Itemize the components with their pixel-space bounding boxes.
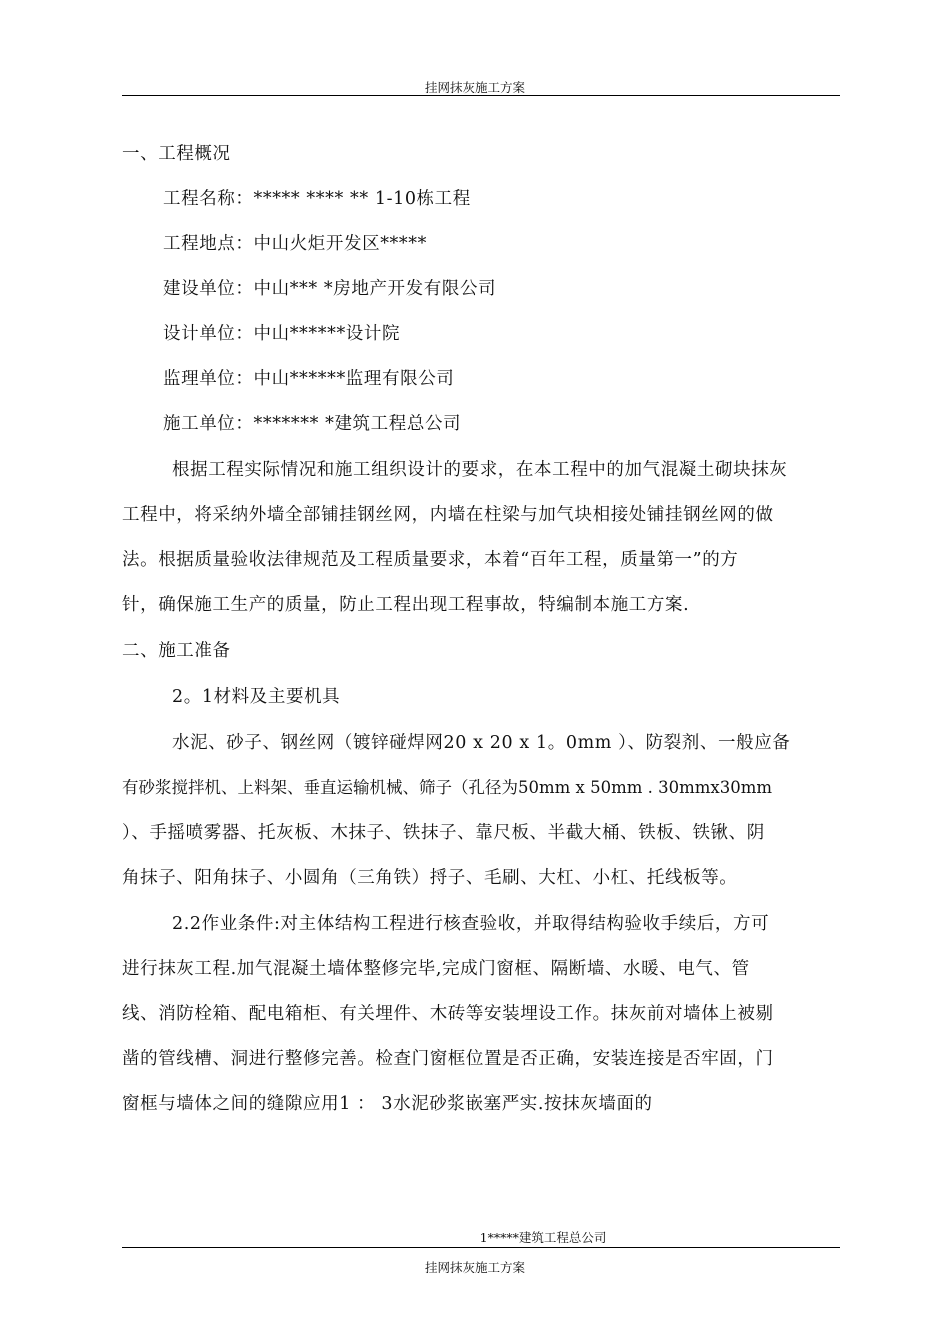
materials-line: 有砂浆搅拌机、上料架、垂直运输机械、筛子（孔径为50mm x 50mm . 30mmx30mm [122, 778, 772, 797]
conditions-line: 2.2作业条件:对主体结构工程进行核查验收，并取得结构验收手续后，方可 [172, 914, 770, 934]
paragraph-line: 法。根据质量验收法律规范及工程质量要求，本着“百年工程，质量第一”的方 [122, 550, 739, 570]
paragraph-line: 工程中，将采纳外墙全部铺挂钢丝网，内墙在柱梁与加气块相接处铺挂钢丝网的做 [122, 505, 774, 525]
materials-line: ）、手摇喷雾器、托灰板、木抹子、铁抹子、靠尺板、半截大桶、铁板、铁锹、阴 [122, 823, 765, 843]
conditions-line: 凿的管线槽、洞进行整修完善。检查门窗框位置是否正确，安装连接是否牢固，门 [122, 1049, 774, 1069]
project-location: 工程地点：中山火炬开发区***** [163, 234, 427, 254]
construction-unit: 建设单位：中山*** *房地产开发有限公司 [163, 279, 497, 299]
materials-line: 角抹子、阳角抹子、小圆角（三角铁）捋子、毛刷、大杠、小杠、托线板等。 [122, 868, 738, 888]
section-heading: 一、工程概况 [122, 144, 231, 164]
page-header-title: 挂网抹灰施工方案 [424, 80, 525, 95]
section-heading: 二、施工准备 [122, 641, 231, 661]
contractor-unit: 施工单位：******* *建筑工程总公司 [163, 414, 462, 434]
design-unit: 设计单位：中山******设计院 [163, 324, 401, 344]
footer-rule [122, 1247, 840, 1248]
materials-line: 水泥、砂子、钢丝网（镀锌碰焊网20 x 20 x 1。0mm ）、防裂剂、一般应备 [172, 733, 791, 753]
next-page-header-title: 挂网抹灰施工方案 [424, 1260, 525, 1275]
supervision-unit: 监理单位：中山******监理有限公司 [163, 369, 455, 389]
project-name: 工程名称：***** **** ** 1-10栋工程 [163, 189, 471, 209]
conditions-line: 线、消防栓箱、配电箱柜、有关埋件、木砖等安装埋设工作。抹灰前对墙体上被剔 [122, 1004, 774, 1024]
page-footer: 1*****建筑工程总公司 [479, 1230, 607, 1245]
header-rule [122, 95, 840, 96]
subsection-title: 2。1材料及主要机具 [172, 687, 341, 707]
paragraph-line: 针，确保施工生产的质量，防止工程出现工程事故，特编制本施工方案. [122, 595, 690, 615]
conditions-line: 窗框与墙体之间的缝隙应用1 ： 3水泥砂浆嵌塞严实.按抹灰墙面的 [122, 1094, 653, 1114]
conditions-line: 进行抹灰工程.加气混凝土墙体整修完毕,完成门窗框、隔断墙、水暖、电气、管 [122, 959, 750, 979]
paragraph-line: 根据工程实际情况和施工组织设计的要求，在本工程中的加气混凝土砌块抹灰 [172, 460, 788, 480]
